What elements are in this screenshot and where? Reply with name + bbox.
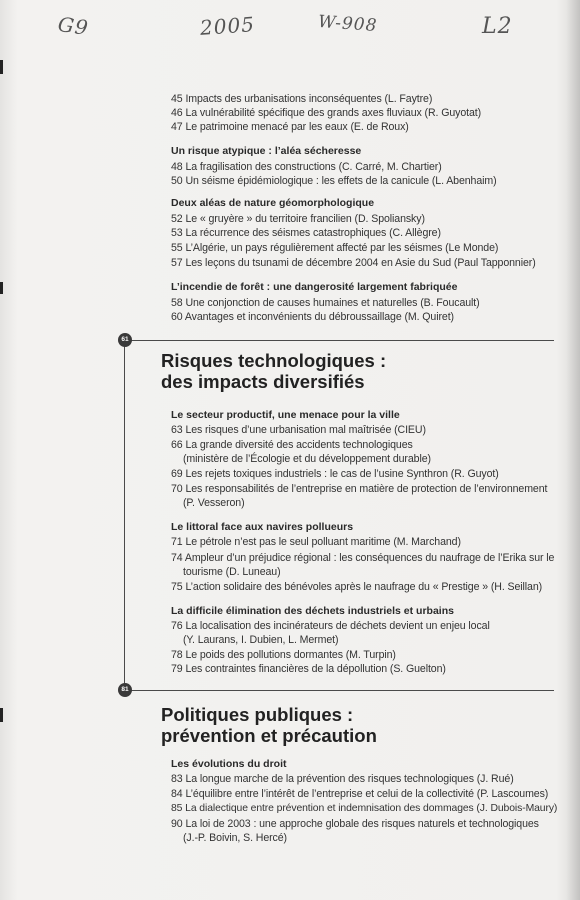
entry-title: Les risques d’une urbanisation mal maîtrisée (CIEU) — [185, 424, 426, 436]
section-rail — [124, 340, 125, 686]
toc-entry — [171, 438, 431, 467]
entry-title: La longue marche de la prévention des risques technologiques (J. Rué) — [185, 773, 514, 785]
section-title: des impacts diversifiés — [161, 371, 365, 392]
entry-page-number: 85 — [171, 803, 183, 814]
toc-entry — [171, 174, 497, 188]
entry-title: La dialectique entre prévention et indemnisation des dommages (J. Dubois-Maury) — [185, 803, 558, 814]
toc-entry — [171, 92, 432, 106]
subsection-heading: La difficile élimination des déchets industriels et urbains — [171, 605, 454, 617]
page-number-badge: 81 — [118, 683, 132, 697]
entry-page-number: 75 — [171, 581, 183, 593]
entry-page-number: 53 — [171, 227, 183, 239]
handwritten-note: W-908 — [317, 11, 379, 37]
toc-entry — [171, 106, 481, 120]
toc-entry — [171, 580, 542, 594]
toc-entry — [171, 619, 490, 648]
entry-title: Les contraintes financières de la dépollution (S. Guelton) — [185, 663, 446, 675]
handwritten-note: 2005 — [199, 12, 256, 40]
entry-title: Les rejets toxiques industriels : le cas de l’usine Synthron (R. Guyot) — [185, 468, 499, 480]
handwritten-note: G9 — [56, 11, 91, 41]
entry-title: La grande diversité des accidents technologiques — [185, 439, 413, 451]
entry-page-number: 52 — [171, 213, 183, 225]
toc-entry — [171, 296, 480, 310]
entry-title: Le pétrole n’est pas le seul polluant maritime (M. Marchand) — [185, 536, 461, 548]
entry-title: L’équilibre entre l’intérêt de l’entreprise et celui de la collectivité (P. Lascoumes) — [185, 788, 549, 800]
entry-page-number: 90 — [171, 818, 183, 830]
entry-title: La récurrence des séismes catastrophiques (C. Allègre) — [185, 227, 441, 239]
entry-title-continued: (P. Vesseron) — [183, 497, 245, 510]
binding-mark — [0, 708, 3, 722]
entry-title: Les responsabilités de l’entreprise en matière de protection de l’environnement — [185, 483, 548, 495]
toc-entry — [171, 310, 454, 324]
entry-title-continued: (J.-P. Boivin, S. Hercé) — [183, 832, 287, 845]
entry-title: Le patrimoine menacé par les eaux (E. de Roux) — [185, 121, 409, 133]
toc-entry — [171, 160, 442, 174]
toc-entry — [171, 241, 498, 255]
toc-entry — [171, 120, 409, 134]
section-title: Risques technologiques : — [161, 350, 387, 371]
entry-title: Le poids des pollutions dormantes (M. Turpin) — [185, 649, 396, 661]
entry-title-continued: (Y. Laurans, I. Dubien, L. Mermet) — [183, 634, 339, 647]
toc-entry — [171, 535, 461, 549]
binding-mark — [0, 60, 3, 74]
entry-page-number: 83 — [171, 773, 183, 785]
entry-page-number: 71 — [171, 536, 183, 548]
entry-title: Une conjonction de causes humaines et naturelles (B. Foucault) — [185, 297, 480, 309]
entry-title: L’action solidaire des bénévoles après le naufrage du « Prestige » (H. Seillan) — [185, 581, 543, 593]
entry-page-number: 78 — [171, 649, 183, 661]
entry-page-number: 47 — [171, 121, 183, 133]
subsection-heading: Un risque atypique : l’aléa sécheresse — [171, 145, 362, 157]
entry-page-number: 66 — [171, 439, 183, 451]
entry-title: Le « gruyère » du territoire francilien (D. Spoliansky) — [185, 213, 425, 225]
entry-title: Ampleur d’un préjudice régional : les conséquences du naufrage de l’Erika sur le — [184, 552, 555, 564]
scan-shadow — [566, 0, 580, 900]
entry-title: La loi de 2003 : une approche globale des risques naturels et technologiques — [185, 818, 539, 830]
subsection-heading: Le secteur productif, une menace pour la ville — [171, 409, 400, 421]
entry-page-number: 74 — [171, 552, 183, 564]
section-rule — [120, 690, 554, 691]
entry-title: Impacts des urbanisations inconséquentes (L. Faytre) — [185, 93, 433, 105]
subsection-heading: Le littoral face aux navires pollueurs — [171, 521, 354, 533]
entry-title: La vulnérabilité spécifique des grands axes fluviaux (R. Guyotat) — [185, 107, 482, 119]
entry-title-continued: tourisme (D. Luneau) — [183, 566, 281, 579]
entry-page-number: 46 — [171, 107, 183, 119]
entry-title: L’Algérie, un pays régulièrement affecté par les séismes (Le Monde) — [185, 242, 499, 254]
entry-page-number: 63 — [171, 424, 183, 436]
entry-title: Les leçons du tsunami de décembre 2004 en Asie du Sud (Paul Tapponnier) — [185, 257, 536, 269]
entry-page-number: 45 — [171, 93, 183, 105]
entry-title: Un séisme épidémiologique : les effets de la canicule (L. Abenhaim) — [185, 175, 497, 187]
subsection-heading: Les évolutions du droit — [171, 758, 287, 770]
entry-page-number: 70 — [171, 483, 183, 495]
subsection-heading: L’incendie de forêt : une dangerosité largement fabriquée — [171, 281, 458, 293]
toc-entry — [171, 772, 514, 786]
handwritten-note: L2 — [482, 14, 513, 39]
section-rule — [120, 340, 554, 341]
entry-title-continued: (ministère de l’Écologie et du développement durable) — [183, 453, 431, 466]
entry-page-number: 55 — [171, 242, 183, 254]
page-number-badge: 61 — [118, 333, 132, 347]
toc-entry — [171, 212, 425, 226]
toc-entry — [171, 423, 426, 437]
toc-entry — [171, 226, 441, 240]
entry-title: La localisation des incinérateurs de déchets devient un enjeu local — [185, 620, 490, 632]
toc-entry — [171, 802, 557, 816]
toc-entry — [171, 467, 499, 481]
entry-title: Avantages et inconvénients du débroussaillage (M. Quiret) — [184, 311, 454, 323]
toc-entry — [171, 662, 446, 676]
entry-page-number: 50 — [171, 175, 183, 187]
toc-entry — [171, 817, 539, 846]
toc-entry — [171, 482, 547, 511]
subsection-heading: Deux aléas de nature géomorphologique — [171, 197, 375, 209]
toc-entry — [171, 787, 548, 801]
entry-page-number: 84 — [171, 788, 183, 800]
section-title: Politiques publiques : — [161, 704, 354, 725]
entry-title: La fragilisation des constructions (C. Carré, M. Chartier) — [185, 161, 442, 173]
toc-entry — [171, 256, 536, 270]
entry-page-number: 79 — [171, 663, 183, 675]
entry-page-number: 76 — [171, 620, 183, 632]
entry-page-number: 57 — [171, 257, 183, 269]
toc-entry — [171, 551, 554, 580]
entry-page-number: 60 — [171, 311, 183, 323]
section-title: prévention et précaution — [161, 725, 377, 746]
binding-mark — [0, 282, 3, 294]
toc-entry — [171, 648, 396, 662]
entry-page-number: 48 — [171, 161, 183, 173]
entry-page-number: 58 — [171, 297, 183, 309]
entry-page-number: 69 — [171, 468, 183, 480]
